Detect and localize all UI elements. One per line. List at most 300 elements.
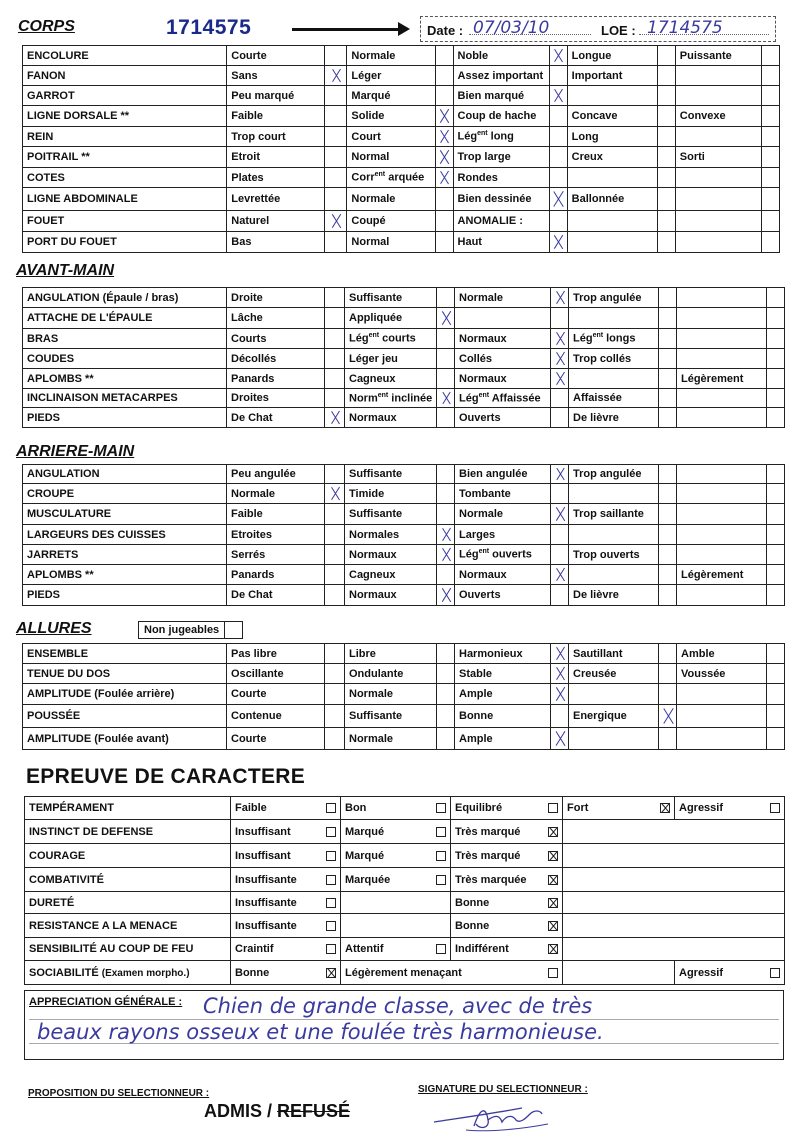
- checkbox-solide[interactable]: [435, 106, 453, 127]
- option-label: Lég$^{ent}$ longs: [569, 329, 659, 349]
- option-label: Creusée: [569, 664, 659, 684]
- checkbox-blank[interactable]: [659, 565, 677, 585]
- checkbox-trop-court[interactable]: [325, 127, 347, 147]
- checkbox-leg-ent-long[interactable]: [549, 127, 567, 147]
- checkbox-tres-marque[interactable]: [548, 827, 558, 837]
- option-label: Corr$^{ent}$ arquée: [347, 168, 435, 188]
- option-label: [677, 585, 767, 606]
- checkbox-legerement-menacant[interactable]: [548, 968, 558, 978]
- checkbox-normaux[interactable]: [551, 329, 569, 349]
- option-label: Normale: [345, 728, 437, 750]
- option-label: Agressif: [679, 802, 724, 814]
- checkbox-ondulante[interactable]: [437, 664, 455, 684]
- checkbox-normaux[interactable]: [551, 565, 569, 585]
- checkbox-agressif[interactable]: [770, 968, 780, 978]
- checkbox-blank[interactable]: [767, 308, 785, 329]
- option-marque: [341, 820, 451, 844]
- option-insuffisante: [231, 892, 341, 914]
- empty-cell: [563, 938, 785, 961]
- checkbox-bonne[interactable]: [548, 898, 558, 908]
- checkbox-cagneux[interactable]: [437, 369, 455, 389]
- checkbox-noble[interactable]: [549, 46, 567, 66]
- checkbox-ample[interactable]: [551, 728, 569, 750]
- checkbox-decolles[interactable]: [325, 349, 345, 369]
- option-label: [677, 389, 767, 408]
- sociabilite-sub: (Examen morpho.): [101, 967, 190, 979]
- option-indifferent: [451, 938, 563, 961]
- checkbox-blank[interactable]: [767, 545, 785, 565]
- row-largeurs-des-cuisses: [23, 525, 785, 545]
- checkbox-larges[interactable]: [551, 525, 569, 545]
- option-label: Normaux: [345, 545, 437, 565]
- checkbox-courte[interactable]: [325, 728, 345, 750]
- checkbox-rondes[interactable]: [549, 168, 567, 188]
- option-label: Puissante: [675, 46, 761, 66]
- checkbox-blank[interactable]: [761, 86, 779, 106]
- option-label: Marqué: [345, 825, 385, 838]
- checkbox-assez-important[interactable]: [549, 66, 567, 86]
- row-label: INSTINCT DE DEFENSE: [25, 820, 231, 844]
- checkbox-suffisante[interactable]: [437, 288, 455, 308]
- checkbox-normales[interactable]: [437, 525, 455, 545]
- option-label: Léger jeu: [345, 349, 437, 369]
- checkbox-blank[interactable]: [767, 684, 785, 705]
- option-label: [677, 408, 767, 428]
- row-label: ANGULATION (Épaule / bras): [23, 288, 227, 308]
- option-label: Indifférent: [455, 943, 509, 955]
- option-label: Convexe: [675, 106, 761, 127]
- row-label: CROUPE: [23, 484, 227, 504]
- option-label: Insuffisant: [235, 825, 291, 838]
- checkbox-de-chat[interactable]: [325, 408, 345, 428]
- option-label: [569, 369, 659, 389]
- checkbox-amble[interactable]: [767, 644, 785, 664]
- option-agressif: [675, 961, 785, 985]
- checkbox-longue[interactable]: [657, 46, 675, 66]
- checkbox-insuffisante[interactable]: [326, 875, 336, 885]
- option-label: Normale: [455, 288, 551, 308]
- checkbox-blank[interactable]: [761, 66, 779, 86]
- checkbox-voussee[interactable]: [767, 664, 785, 684]
- checkbox-trop-angulee[interactable]: [659, 465, 677, 484]
- checkbox-attentif[interactable]: [436, 944, 446, 954]
- checkbox-colles[interactable]: [551, 349, 569, 369]
- checkbox-blank[interactable]: [659, 308, 677, 329]
- option-label: Bonne: [235, 966, 270, 979]
- checkbox-normal[interactable]: [435, 147, 453, 168]
- checkbox-blank[interactable]: [659, 369, 677, 389]
- checkbox-trop-saillante[interactable]: [659, 504, 677, 525]
- option-label: Collés: [455, 349, 551, 369]
- loe-label: LOE :: [601, 23, 636, 38]
- option-label: Trop angulée: [569, 288, 659, 308]
- checkbox-blank[interactable]: [657, 211, 675, 232]
- checkbox-plates[interactable]: [325, 168, 347, 188]
- option-label: Peu marqué: [227, 86, 325, 106]
- option-label: Ample: [455, 728, 551, 750]
- checkbox-corr-ent-arquee[interactable]: [435, 168, 453, 188]
- option-label: Important: [567, 66, 657, 86]
- checkbox-sautillant[interactable]: [659, 644, 677, 664]
- row-inclinaison-metacarpes: [23, 389, 785, 408]
- option-label: Cagneux: [345, 565, 437, 585]
- non-jugeables-label: Non jugeables: [144, 624, 220, 636]
- row-sociabilite: [25, 961, 785, 985]
- option-label: Bonne: [455, 919, 490, 932]
- checkbox-blank[interactable]: [659, 484, 677, 504]
- option-label: Bien dessinée: [453, 188, 549, 211]
- checkbox-convexe[interactable]: [761, 106, 779, 127]
- option-label: Panards: [227, 565, 325, 585]
- checkbox-blank[interactable]: [767, 728, 785, 750]
- checkbox-court[interactable]: [435, 127, 453, 147]
- checkbox-blank[interactable]: [761, 127, 779, 147]
- checkbox-marque[interactable]: [436, 827, 446, 837]
- checkbox-blank[interactable]: [767, 408, 785, 428]
- row-label: REIN: [23, 127, 227, 147]
- option-label: Attentif: [345, 943, 384, 955]
- checkbox-blank[interactable]: [657, 86, 675, 106]
- checkbox-bien-angulee[interactable]: [551, 465, 569, 484]
- row-combativite: [25, 868, 785, 892]
- option-agressif: [675, 797, 785, 820]
- arrow-icon: [292, 28, 400, 31]
- option-label: Marqué: [347, 86, 435, 106]
- checkbox-anomalie[interactable]: [549, 211, 567, 232]
- option-label: Faible: [235, 802, 267, 814]
- checkbox-ample[interactable]: [551, 684, 569, 705]
- checkbox-normale[interactable]: [437, 684, 455, 705]
- row-amplitude-foulee-arriere: [23, 684, 785, 705]
- checkbox-blank[interactable]: [657, 168, 675, 188]
- checkbox-normaux[interactable]: [437, 545, 455, 565]
- checkbox-puissante[interactable]: [761, 46, 779, 66]
- checkbox-tres-marque[interactable]: [548, 851, 558, 861]
- checkbox-harmonieux[interactable]: [551, 644, 569, 664]
- checkbox-marque[interactable]: [436, 851, 446, 861]
- option-label: Droites: [227, 389, 325, 408]
- row-label: POITRAIL **: [23, 147, 227, 168]
- row-label: ATTACHE DE L'ÉPAULE: [23, 308, 227, 329]
- option-label: Insuffisante: [235, 873, 297, 886]
- empty-cell: [563, 844, 785, 868]
- option-blank: [341, 892, 451, 914]
- checkbox-creusee[interactable]: [659, 664, 677, 684]
- checkbox-serres[interactable]: [325, 545, 345, 565]
- checkbox-contenue[interactable]: [325, 705, 345, 728]
- checkbox-peu-marque[interactable]: [325, 86, 347, 106]
- option-label: Trop court: [227, 127, 325, 147]
- checkbox-leg-ent-longs[interactable]: [659, 329, 677, 349]
- option-label: Insuffisante: [235, 896, 297, 909]
- checkbox-blank[interactable]: [659, 728, 677, 750]
- checkbox-faible[interactable]: [325, 106, 347, 127]
- option-label: [677, 349, 767, 369]
- checkbox-leger-jeu[interactable]: [437, 349, 455, 369]
- option-label: Courts: [227, 329, 325, 349]
- checkbox-norm-ent-inclinee[interactable]: [437, 389, 455, 408]
- checkbox-appliquee[interactable]: [437, 308, 455, 329]
- option-bonne: [231, 961, 341, 985]
- option-label: Larges: [455, 525, 551, 545]
- option-label: Coupé: [347, 211, 435, 232]
- checkbox-blank[interactable]: [761, 188, 779, 211]
- checkbox-pas-libre[interactable]: [325, 644, 345, 664]
- checkbox-etroit[interactable]: [325, 147, 347, 168]
- option-label: Sans: [227, 66, 325, 86]
- option-label: Normale: [347, 46, 435, 66]
- option-label: Cagneux: [345, 369, 437, 389]
- checkbox-faible[interactable]: [325, 504, 345, 525]
- row-instinct-de-defense: [25, 820, 785, 844]
- checkbox-cagneux[interactable]: [437, 565, 455, 585]
- checkbox-panards[interactable]: [325, 369, 345, 389]
- checkbox-leg-ent-ouverts[interactable]: [551, 545, 569, 565]
- option-label: Libre: [345, 644, 437, 664]
- row-fanon: [23, 66, 780, 86]
- checkbox-trop-angulee[interactable]: [659, 288, 677, 308]
- checkbox-de-lievre[interactable]: [659, 585, 677, 606]
- option-label: Haut: [453, 232, 549, 253]
- checkbox-blank[interactable]: [767, 349, 785, 369]
- checkbox-marquee[interactable]: [436, 875, 446, 885]
- checkbox-levrettee[interactable]: [325, 188, 347, 211]
- checkbox-trop-ouverts[interactable]: [659, 545, 677, 565]
- checkbox-blank[interactable]: [767, 585, 785, 606]
- checkbox-normaux[interactable]: [551, 369, 569, 389]
- checkbox-coup-de-hache[interactable]: [549, 106, 567, 127]
- checkbox-blank[interactable]: [767, 484, 785, 504]
- checkbox-equilibre[interactable]: [548, 803, 558, 813]
- arriere-main-table: [22, 464, 785, 606]
- option-label: Normaux: [455, 329, 551, 349]
- checkbox-affaissee[interactable]: [659, 389, 677, 408]
- checkbox-craintif[interactable]: [326, 944, 336, 954]
- checkbox-agressif[interactable]: [770, 803, 780, 813]
- checkbox-suffisante[interactable]: [437, 504, 455, 525]
- option-label: Longue: [567, 46, 657, 66]
- checkbox-blank[interactable]: [767, 504, 785, 525]
- checkbox-courte[interactable]: [325, 684, 345, 705]
- checkbox-blank[interactable]: [767, 329, 785, 349]
- checkbox-ouverts[interactable]: [551, 408, 569, 428]
- checkbox-blank[interactable]: [767, 705, 785, 728]
- checkbox-naturel[interactable]: [325, 211, 347, 232]
- option-label: [677, 329, 767, 349]
- checkbox-lache[interactable]: [325, 308, 345, 329]
- option-label: Craintif: [235, 943, 274, 955]
- checkbox-legerement[interactable]: [767, 369, 785, 389]
- option-label: Normale: [345, 684, 437, 705]
- option-label: [677, 728, 767, 750]
- checkbox-suffisante[interactable]: [437, 705, 455, 728]
- checkbox-blank[interactable]: [659, 684, 677, 705]
- option-label: Noble: [453, 46, 549, 66]
- checkbox-creux[interactable]: [657, 147, 675, 168]
- checkbox-blank[interactable]: [767, 288, 785, 308]
- option-label: [569, 684, 659, 705]
- corps-table: [22, 45, 780, 253]
- checkbox-blank[interactable]: [761, 211, 779, 232]
- checkbox-tombante[interactable]: [551, 484, 569, 504]
- row-label: POUSSÉE: [23, 705, 227, 728]
- checkbox-bon[interactable]: [436, 803, 446, 813]
- checkbox-oscillante[interactable]: [325, 664, 345, 684]
- option-label: Insuffisante: [235, 919, 297, 932]
- checkbox-bien-dessinee[interactable]: [549, 188, 567, 211]
- checkbox-haut[interactable]: [549, 232, 567, 253]
- form-header: [16, 14, 786, 44]
- option-label: Suffisante: [345, 288, 437, 308]
- option-label: [567, 232, 657, 253]
- admis-label: ADMIS /: [204, 1101, 273, 1121]
- row-garrot: [23, 86, 780, 106]
- row-aplombs: [23, 565, 785, 585]
- non-jugeables-checkbox[interactable]: [224, 622, 242, 638]
- checkbox-libre[interactable]: [437, 644, 455, 664]
- option-label: Naturel: [227, 211, 325, 232]
- checkbox-blank[interactable]: [657, 232, 675, 253]
- proposition-label: PROPOSITION DU SELECTIONNEUR :: [28, 1088, 210, 1099]
- option-label: Trop ouverts: [569, 545, 659, 565]
- option-label: Appliquée: [345, 308, 437, 329]
- row-angulation: [23, 465, 785, 484]
- option-label: De Chat: [227, 408, 325, 428]
- checkbox-courts[interactable]: [325, 329, 345, 349]
- option-label: Bonne: [455, 896, 490, 909]
- date-value[interactable]: 07/03/10: [473, 18, 550, 38]
- checkbox-timide[interactable]: [437, 484, 455, 504]
- checkbox-tres-marquee[interactable]: [548, 875, 558, 885]
- row-label: ENCOLURE: [23, 46, 227, 66]
- checkbox-blank[interactable]: [761, 168, 779, 188]
- checkbox-leg-ent-affaissee[interactable]: [551, 389, 569, 408]
- checkbox-coupe[interactable]: [435, 211, 453, 232]
- option-label: Contenue: [227, 705, 325, 728]
- refuse-label: REFUSÉ: [277, 1101, 351, 1121]
- row-label: COTES: [23, 168, 227, 188]
- checkbox-bas[interactable]: [325, 232, 347, 253]
- checkbox-ballonnee[interactable]: [657, 188, 675, 211]
- option-label: Normal: [347, 232, 435, 253]
- checkbox-insuffisante[interactable]: [326, 898, 336, 908]
- checkbox-insuffisante[interactable]: [326, 921, 336, 931]
- checkbox-indifferent[interactable]: [548, 944, 558, 954]
- appreciation-line-2[interactable]: beaux rayons osseux et une foulée très harmonieuse.: [37, 1020, 604, 1044]
- checkbox-sorti[interactable]: [761, 147, 779, 168]
- checkbox-important[interactable]: [657, 66, 675, 86]
- option-label: Normaux: [345, 585, 437, 606]
- checkbox-ouverts[interactable]: [551, 585, 569, 606]
- option-label: [569, 525, 659, 545]
- checkbox-long[interactable]: [657, 127, 675, 147]
- checkbox-insuffisant[interactable]: [326, 827, 336, 837]
- loe-value[interactable]: 1714575: [647, 18, 723, 38]
- checkbox-concave[interactable]: [657, 106, 675, 127]
- option-label: Ballonnée: [567, 188, 657, 211]
- option-label: [675, 66, 761, 86]
- checkbox-marque[interactable]: [435, 86, 453, 106]
- checkbox-sans[interactable]: [325, 66, 347, 86]
- option-label: Décollés: [227, 349, 325, 369]
- appreciation-line-1[interactable]: Chien de grande classe, avec de très: [203, 994, 593, 1018]
- option-label: Normale: [227, 484, 325, 504]
- checkbox-de-chat[interactable]: [325, 585, 345, 606]
- checkbox-blank[interactable]: [767, 465, 785, 484]
- checkbox-legerement[interactable]: [767, 565, 785, 585]
- option-tres-marque: [451, 844, 563, 868]
- row-label: ANGULATION: [23, 465, 227, 484]
- option-insuffisant: [231, 820, 341, 844]
- checkbox-normale[interactable]: [325, 484, 345, 504]
- checkbox-trop-colles[interactable]: [659, 349, 677, 369]
- checkbox-normaux[interactable]: [437, 585, 455, 606]
- checkbox-leg-ent-courts[interactable]: [437, 329, 455, 349]
- checkbox-normale[interactable]: [435, 188, 453, 211]
- checkbox-bonne[interactable]: [551, 705, 569, 728]
- checkbox-normale[interactable]: [437, 728, 455, 750]
- checkbox-normale[interactable]: [551, 288, 569, 308]
- option-craintif: [231, 938, 341, 961]
- checkbox-droite[interactable]: [325, 288, 345, 308]
- checkbox-blank[interactable]: [551, 308, 569, 329]
- option-label: Peu angulée: [227, 465, 325, 484]
- row-rein: [23, 127, 780, 147]
- checkbox-trop-large[interactable]: [549, 147, 567, 168]
- arriere-main-title: ARRIERE-MAIN: [16, 443, 135, 460]
- row-label: PIEDS: [23, 408, 227, 428]
- epreuve-table: [24, 796, 785, 985]
- checkbox-suffisante[interactable]: [437, 465, 455, 484]
- checkbox-blank[interactable]: [767, 525, 785, 545]
- checkbox-courte[interactable]: [325, 46, 347, 66]
- checkbox-blank[interactable]: [767, 389, 785, 408]
- checkbox-de-lievre[interactable]: [659, 408, 677, 428]
- checkbox-normaux[interactable]: [437, 408, 455, 428]
- row-label: APLOMBS **: [23, 565, 227, 585]
- checkbox-fort[interactable]: [660, 803, 670, 813]
- checkbox-normale[interactable]: [435, 46, 453, 66]
- checkbox-energique[interactable]: [659, 705, 677, 728]
- row-bras: [23, 329, 785, 349]
- checkbox-peu-angulee[interactable]: [325, 465, 345, 484]
- checkbox-faible[interactable]: [326, 803, 336, 813]
- checkbox-etroites[interactable]: [325, 525, 345, 545]
- checkbox-droites[interactable]: [325, 389, 345, 408]
- option-label: [677, 525, 767, 545]
- row-ensemble: [23, 644, 785, 664]
- checkbox-blank[interactable]: [761, 232, 779, 253]
- checkbox-panards[interactable]: [325, 565, 345, 585]
- option-label: Bonne: [455, 705, 551, 728]
- checkbox-normale[interactable]: [551, 504, 569, 525]
- checkbox-blank[interactable]: [659, 525, 677, 545]
- checkbox-bonne[interactable]: [548, 921, 558, 931]
- checkbox-leger[interactable]: [435, 66, 453, 86]
- option-label: Energique: [569, 705, 659, 728]
- checkbox-normal[interactable]: [435, 232, 453, 253]
- option-label: [677, 308, 767, 329]
- checkbox-insuffisant[interactable]: [326, 851, 336, 861]
- checkbox-stable[interactable]: [551, 664, 569, 684]
- option-label: Voussée: [677, 664, 767, 684]
- checkbox-bien-marque[interactable]: [549, 86, 567, 106]
- option-equilibre: [451, 797, 563, 820]
- option-label: Trop collés: [569, 349, 659, 369]
- avant-main-title: AVANT-MAIN: [16, 262, 115, 279]
- checkbox-bonne[interactable]: [326, 968, 336, 978]
- option-label: Lég$^{ent}$ courts: [345, 329, 437, 349]
